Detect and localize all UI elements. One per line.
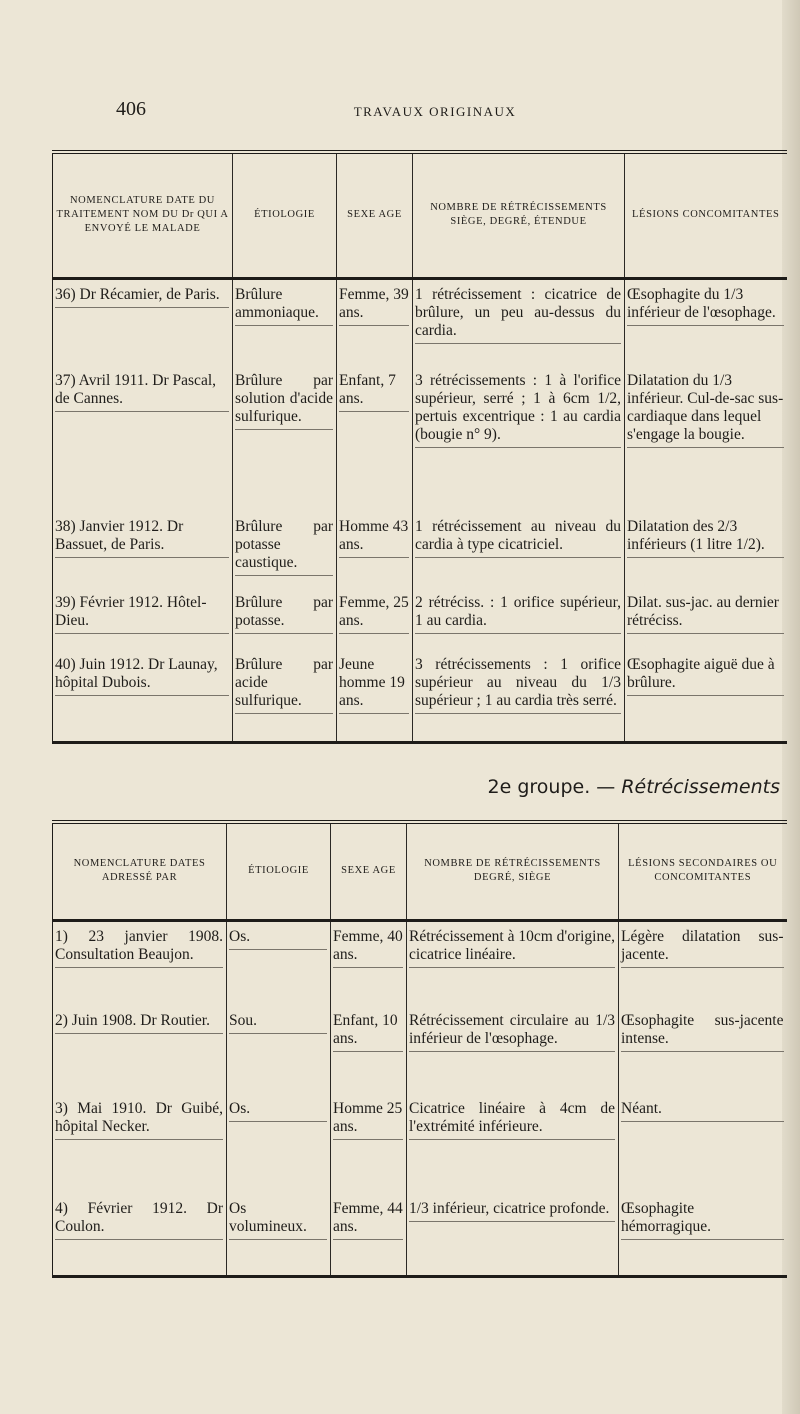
cell-nombre: Rétrécissement à 10cm d'origine, cicatrice linéaire. — [409, 928, 615, 968]
cases-table-group-2 — [52, 820, 787, 1278]
table-header-row — [53, 152, 787, 278]
cell-sexe-age: Enfant, 10 ans. — [333, 1012, 403, 1052]
cell-nomenclature: 4) Février 1912. Dr Coulon. — [55, 1200, 223, 1240]
cell-nomenclature: 37) Avril 1911. Dr Pascal, de Cannes. — [55, 372, 229, 412]
cell-nomenclature: 1) 23 janvier 1908. Consultation Beaujon. — [55, 928, 223, 968]
cell-lesions: Légère dilatation sus-jacente. — [621, 928, 784, 968]
table-row — [53, 278, 787, 366]
col-header-lesions: LÉSIONS CONCOMITANTES — [625, 152, 787, 278]
cell-sexe-age: Femme, 25 ans. — [339, 594, 409, 634]
cell-etiologie: Sou. — [229, 1012, 327, 1034]
cell-etiologie: Brûlure par potasse. — [235, 594, 333, 634]
page-number: 406 — [116, 98, 146, 120]
cell-nombre: 1 rétrécissement au niveau du cardia à type cicatriciel. — [415, 518, 621, 558]
cell-lesions: Dilatation des 2/3 inférieurs (1 litre 1/2). — [627, 518, 784, 558]
cell-nombre: 3 rétrécissements : 1 orifice supérieur au niveau du 1/3 supérieur ; 1 au cardia très serré. — [415, 656, 621, 714]
table-row — [53, 1094, 787, 1194]
cell-nomenclature: 40) Juin 1912. Dr Launay, hôpital Dubois. — [55, 656, 229, 696]
cell-lesions: Œsophagite sus-jacente intense. — [621, 1012, 784, 1052]
table-row — [53, 512, 787, 588]
cell-nombre: 1/3 inférieur, cicatrice profonde. — [409, 1200, 615, 1222]
cell-lesions: Œsophagite hémorragique. — [621, 1200, 784, 1240]
cell-etiologie: Os volumineux. — [229, 1200, 327, 1240]
cell-nombre: 1 rétrécissement : cicatrice de brûlure, un peu au-dessus du cardia. — [415, 286, 621, 344]
col-header-nomenclature: NOMENCLATURE DATES ADRESSÉ PAR — [53, 822, 227, 920]
col-header-nomenclature: NOMENCLATURE DATE DU TRAITEMENT NOM DU Dr QUI A ENVOYÉ LE MALADE — [53, 152, 233, 278]
cell-etiologie: Brûlure ammoniaque. — [235, 286, 333, 326]
section-title-text: Rétrécissements — [621, 776, 780, 798]
col-header-lesions: LÉSIONS SECONDAIRES OU CONCOMITANTES — [619, 822, 787, 920]
cell-lesions: Dilatation du 1/3 inférieur. Cul-de-sac sus-cardiaque dans lequel s'engage la bougie. — [627, 372, 784, 448]
table-row — [53, 588, 787, 650]
cell-lesions: Œsophagite du 1/3 inférieur de l'œsophage. — [627, 286, 784, 326]
cell-nomenclature: 36) Dr Récamier, de Paris. — [55, 286, 229, 308]
cell-sexe-age: Femme, 39 ans. — [339, 286, 409, 326]
table-row — [53, 1006, 787, 1094]
col-header-sexe-age: SEXE AGE — [331, 822, 407, 920]
table-row — [53, 650, 787, 742]
cell-etiologie: Brûlure par solution d'acide sulfurique. — [235, 372, 333, 430]
cell-nombre: 3 rétrécissements : 1 à l'orifice supérieur, serré ; 1 à 6cm 1/2, pertuis excentrique : 1 au cardia (bougie n° 9). — [415, 372, 621, 448]
cell-nombre: 2 rétréciss. : 1 orifice supérieur, 1 au cardia. — [415, 594, 621, 634]
cell-lesions: Néant. — [621, 1100, 784, 1122]
cell-nombre: Cicatrice linéaire à 4cm de l'extrémité inférieure. — [409, 1100, 615, 1140]
cell-sexe-age: Femme, 44 ans. — [333, 1200, 403, 1240]
cell-sexe-age: Homme 43 ans. — [339, 518, 409, 558]
col-header-etiologie: ÉTIOLOGIE — [227, 822, 331, 920]
cases-table-group-1 — [52, 150, 787, 744]
section-number: 2e groupe. — — [487, 776, 616, 798]
cell-sexe-age: Jeune homme 19 ans. — [339, 656, 409, 714]
cell-sexe-age: Femme, 40 ans. — [333, 928, 403, 968]
cell-sexe-age: Enfant, 7 ans. — [339, 372, 409, 412]
col-header-etiologie: ÉTIOLOGIE — [233, 152, 337, 278]
cell-nomenclature: 39) Février 1912. Hôtel-Dieu. — [55, 594, 229, 634]
cell-etiologie: Os. — [229, 1100, 327, 1122]
cell-nomenclature: 3) Mai 1910. Dr Guibé, hôpital Necker. — [55, 1100, 223, 1140]
table-header-row — [53, 822, 787, 920]
cell-nomenclature: 2) Juin 1908. Dr Routier. — [55, 1012, 223, 1034]
table-row — [53, 920, 787, 1006]
table-row — [53, 1194, 787, 1276]
table-row — [53, 366, 787, 512]
section-heading — [300, 776, 780, 798]
cell-nombre: Rétrécissement circulaire au 1/3 inférieur de l'œsophage. — [409, 1012, 615, 1052]
cell-nomenclature: 38) Janvier 1912. Dr Bassuet, de Paris. — [55, 518, 229, 558]
cell-etiologie: Brûlure par acide sulfurique. — [235, 656, 333, 714]
cell-etiologie: Os. — [229, 928, 327, 950]
col-header-sexe-age: SEXE AGE — [337, 152, 413, 278]
cell-lesions: Dilat. sus-jac. au dernier rétréciss. — [627, 594, 784, 634]
cell-etiologie: Brûlure par potasse caustique. — [235, 518, 333, 576]
col-header-nombre: NOMBRE DE RÉTRÉCISSEMENTS SIÈGE, DEGRÉ, ÉTENDUE — [413, 152, 625, 278]
running-head — [110, 98, 760, 128]
cell-sexe-age: Homme 25 ans. — [333, 1100, 403, 1140]
header-title: TRAVAUX ORIGINAUX — [353, 104, 517, 119]
cell-lesions: Œsophagite aiguë due à brûlure. — [627, 656, 784, 696]
col-header-nombre: NOMBRE DE RÉTRÉCISSEMENTS DEGRÉ, SIÈGE — [407, 822, 619, 920]
